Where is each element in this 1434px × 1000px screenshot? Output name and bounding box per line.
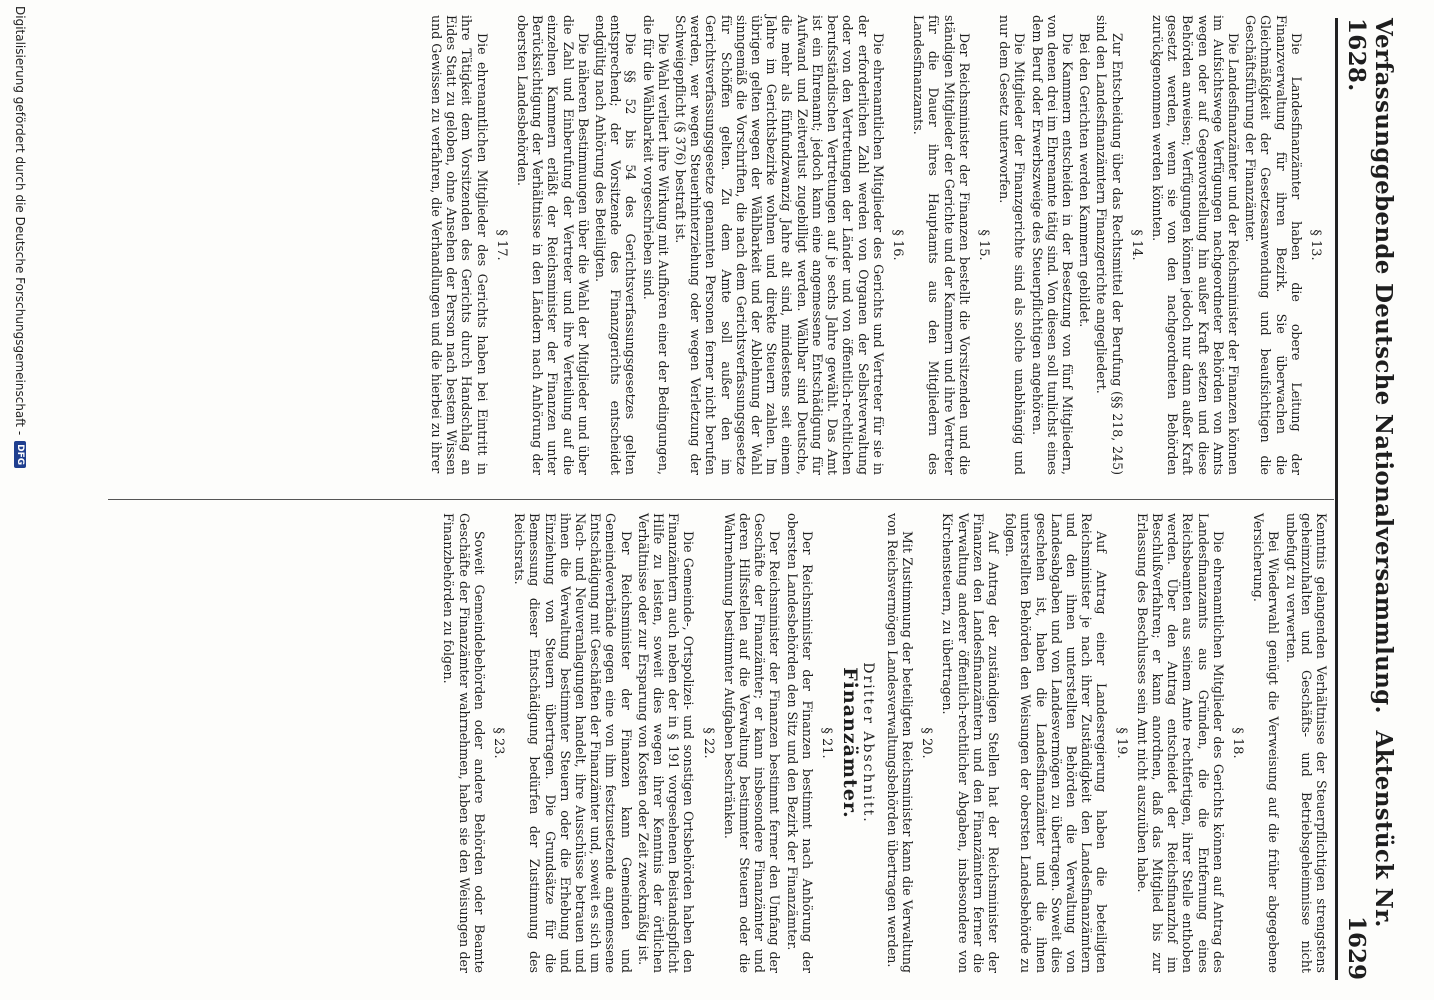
section-22-title: § 22. — [700, 727, 716, 759]
left-column — [427, 15, 1329, 475]
footer-text: Digitalisierung gefördert durch die Deutsche Forschungsgemeinschaft - — [13, 6, 27, 436]
section-16-title: § 16. — [889, 229, 905, 261]
section-20-title: § 20. — [919, 727, 935, 759]
paragraph: Die §§ 52 bis 54 des Gerichtsverfassungsgesetzes gelten entsprechend; der Vorsitzende des Finanzgerichts entscheidet endgültig nach Anhörung des Beteiligten. — [593, 15, 639, 475]
paragraph: Die Wahl verliert ihre Wirkung mit Aufhören einer der Bedingungen, die für die Wählbarkeit vorgeschrieben sind. — [640, 15, 671, 475]
digitization-footer — [6, 0, 34, 1000]
paragraph: Die ehrenamtlichen Mitglieder des Gerichts und Vertreter für sie in der erforderlichen Zahl werden von Organen der Selbstverwaltung oder von den Vertretungen der Länder und von öffentlich-rechtlichen berufsständischen Vertretungen auf je sechs Jahre gewählt. Das Amt ist ein Ehrenamt; jedoch kann eine angemessene Entschädigung für Aufwand und Zeitverlust zugebilligt werden. Wählbar sind Deutsche, die mehr als fünfundzwanzig Jahre alt sind, mindestens seit einem Jahre im Gerichtsbezirke wohnen und direkte Steuern zahlen. Im übrigen gelten wegen der Wählbarkeit und der Ablehnung der Wahl sinngemäß die Vorschriften, die nach dem Gerichtsverfassungsgesetze für Schöffen gelten. Zu dem Amte soll außer den im Gerichtsverfassungsgesetze genannten Personen ferner nicht berufen werden, wer wegen Steuerhinterziehung oder wegen Verletzung der Schweigepflicht (§ 376) bestraft ist. — [673, 15, 886, 475]
right-column — [439, 513, 1329, 973]
section-15-title: § 15. — [975, 229, 991, 261]
paragraph: Die Gemeinde-, Ortspolizei- und sonstigen Ortsbehörden haben den Finanzämtern auch neben der in § 191 vorgesehenen Beistandspflicht Hilfe zu leisten, soweit dies wegen ihrer Kenntnis der örtlichen Verhältnisse oder zur Ersparung von Kosten oder Zeit zweckmäßig ist. — [635, 513, 697, 973]
paragraph: Die Kammern entscheiden in der Besetzung von fünf Mitgliedern, von denen drei im Ehrenamte tätig sind. Von diesen soll tunlichst eines dem Beruf oder Erwerbszweige des Steuerpflichtigen angehören. — [1029, 15, 1075, 475]
paragraph: Die ehrenamtlichen Mitglieder des Gerichts können auf Antrag des Landesfinanzamts aus Gründen, die die Entfernung eines Reichsbeamten aus seinem Amte rechtfertigen, ihrer Stelle enthoben werden. Über den Antrag entscheidet der Reichsfinanzhof im Beschlußverfahren; er kann anordnen, daß das Mitglied bis zur Erlassung des Beschlusses sein Amt nicht auszuüben habe. — [1134, 513, 1226, 973]
page-number: 1629 — [1343, 915, 1370, 980]
paragraph: Der Reichsminister der Finanzen bestimmt ferner den Umfang der Geschäfte der Finanzämter; er kann insbesondere Finanzämter und deren Hilfsstellen auf die Verwaltung bestimmter Steuern oder die Wahrnehmung bestimmter Aufgaben beschränken. — [721, 513, 783, 973]
section-19-title: § 19. — [1113, 727, 1129, 759]
section-14-title: § 14. — [1128, 229, 1144, 261]
paragraph: Die näheren Bestimmungen über die Wahl der Mitglieder und über die Zahl und Einberufung der Vertreter und ihre Verteilung auf die einzelnen Kammern erläßt der Reichsminister der Finanzen unter Berücksichtigung der Verhältnisse in den Ländern nach Anhörung der obersten Landesbehörden. — [515, 15, 591, 475]
section-23-title: § 23. — [491, 727, 507, 759]
chapter-heading: Dritter Abschnitt. — [859, 662, 876, 824]
paragraph: Mit Zustimmung der beteiligten Reichsminister kann die Verwaltung von Reichsvermögen Landesverwaltungsbehörden übertragen werden. — [884, 513, 915, 973]
dfg-logo: DFG — [14, 441, 26, 468]
chapter-title: Finanzämter. — [839, 667, 862, 819]
page-header — [1335, 18, 1397, 980]
header-document: Aktenstück Nr. 1628. — [1343, 18, 1397, 928]
section-13-title: § 13. — [1308, 229, 1323, 261]
paragraph: Zur Entscheidung über das Rechtsmittel der Berufung (§§ 218, 245) sind den Landesfinanzämtern Finanzgerichte angegliedert. — [1094, 15, 1125, 475]
paragraph: Die Landesfinanzämter haben die obere Leitung der Finanzverwaltung für ihren Bezirk. Sie überwachen die Gleichmäßigkeit der Gesetzesanwendung und beaufsichtigen die Geschäftsführung der Finanzämter. — [1243, 15, 1304, 475]
paragraph: Bei Wiederwahl genügt die Verweisung auf die früher abgegebene Versicherung. — [1251, 513, 1282, 973]
paragraph: Bei den Gerichten werden Kammern gebildet. — [1077, 33, 1093, 328]
section-17-title: § 17. — [493, 229, 509, 261]
paragraph: Der Reichsminister der Finanzen kann Gemeinden und Gemeindeverbände gegen eine von ihm festzusetzende angemessene Entschädigung mit Geschäften der Finanzämter und, soweit es sich um Nach- und Neuveranlagungen handelt, ihre Ausschüsse betrauen und ihnen die Verwaltung bestimmter Steuern oder die Erhebung und Einziehung von Steuern übertragen. Die Grundsätze für die Bemessung dieser Entschädigung bedürfen der Zustimmung des Reichsrats. — [512, 513, 634, 973]
paragraph: Die ehrenamtlichen Mitglieder des Gerichts haben bei Eintritt in ihre Tätigkeit dem Vorsitzenden des Gerichts durch Handschlag an Eides Statt zu geloben, ohne Ansehen der Person nach bestem Wissen und Gewissen zu verfahren, die Verhandlungen und die hierbei zu ihrer — [429, 15, 490, 475]
paragraph: Auf Antrag der zuständigen Stellen hat der Reichsminister der Finanzen den Landesfinanzämtern und den Finanzämtern ferner die Verwaltung anderer öffentlich-rechtlicher Abgaben, insbesondere von Kirchensteuern, zu übertragen. — [940, 513, 1001, 973]
paragraph: Der Reichsminister der Finanzen bestellt die Vorsitzenden und die ständigen Mitglieder der Gerichte und der Kammern und ihre Vertreter für die Dauer ihres Hauptamts aus den Mitgliedern des Landesfinanzamts. — [911, 15, 972, 475]
paragraph: Auf Antrag einer Landesregierung haben die beteiligten Reichsminister je nach ihrer Zuständigkeit den Landesfinanzämtern und den ihnen unterstellten Behörden die Verwaltung von Landesabgaben und von Landesvermögen zu übertragen. Soweit dies geschehen ist, haben die Landesfinanzämter und die ihnen unterstellten Behörden den Weisungen der obersten Landesbehörde zu folgen. — [1003, 513, 1110, 973]
paragraph: Kenntnis gelangenden Verhältnisse der Steuerpflichtigen strengstens geheimzuhalten und Geschäfts- und Betriebsgeheimnisse nicht unbefugt zu verwerten. — [1283, 513, 1329, 973]
column-divider — [108, 499, 1334, 500]
paragraph: Die Landesfinanzämter und der Reichsminister der Finanzen können im Aufsichtswege Verfügungen nachgeordneter Behörden von Amts wegen oder auf Gegenvorstellung hin außer Kraft setzen und diese Behörden anweisen; Verfügungen können jedoch nur dann außer Kraft gesetzt werden, wenn sie von den nachgeordneten Behörden zurückgenommen werden könnten. — [1149, 15, 1241, 475]
header-title-text: Verfassunggebende Deutsche Nationalversammlung. — [1370, 18, 1397, 714]
section-18-title: § 18. — [1229, 727, 1245, 759]
paragraph: Die Mitglieder der Finanzgerichte sind als solche unabhängig und nur dem Gesetz unterworfen. — [997, 15, 1028, 475]
paragraph: Soweit Gemeindebehörden oder andere Behörden oder Beamte Geschäfte der Finanzämter wahrnehmen, haben sie den Weisungen der Finanzbehörden zu folgen. — [441, 513, 487, 973]
paragraph: Der Reichsminister der Finanzen bestimmt nach Anhörung der obersten Landesbehörden den Sitz und den Bezirk der Finanzämter. — [784, 513, 815, 973]
header-title — [1343, 18, 1397, 980]
section-21-title: § 21. — [819, 727, 835, 759]
